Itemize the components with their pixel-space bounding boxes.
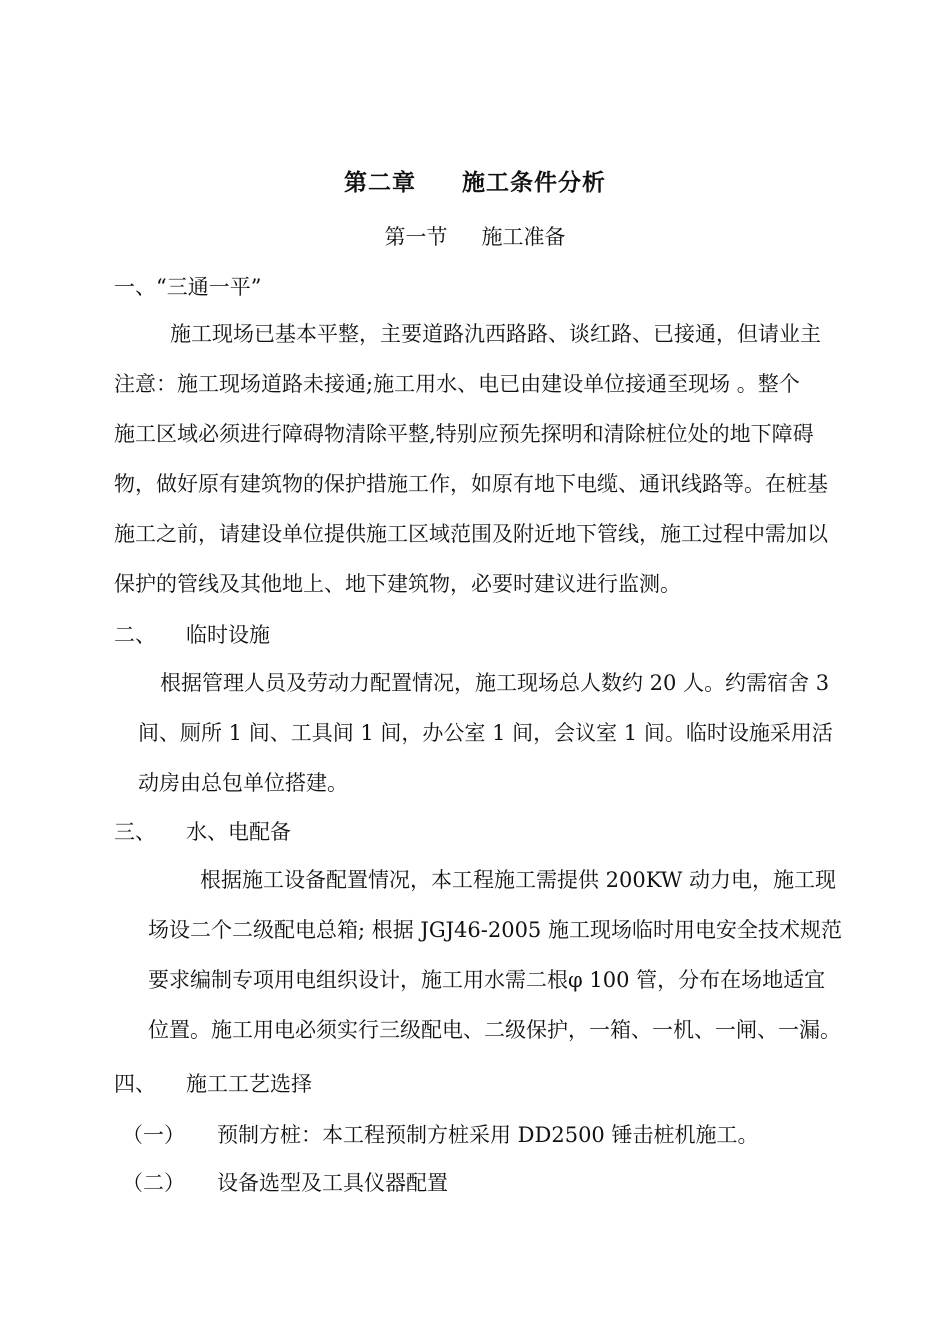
- paragraph-line: 根据施工设备配置情况，本工程施工需提供 200KW 动力电，施工现: [200, 868, 836, 892]
- heading-1: 一、“三通一平”: [114, 275, 262, 299]
- section-title: [0, 221, 950, 251]
- heading-number: 三、: [114, 820, 156, 844]
- subheading-number: （一）: [122, 1123, 185, 1147]
- chapter-number: 第二章: [344, 170, 416, 196]
- chapter-name: 施工条件分析: [462, 170, 606, 196]
- heading-3: [114, 816, 291, 846]
- subheading-number: （二）: [122, 1171, 185, 1195]
- paragraph-line: 间、厕所 1 间、工具间 1 间，办公室 1 间，会议室 1 间。临时设施采用活: [138, 721, 833, 745]
- heading-number: 四、: [114, 1072, 156, 1096]
- heading-text: 水、电配备: [186, 820, 291, 844]
- heading-number: 二、: [114, 623, 156, 647]
- paragraph-line: 施工区域必须进行障碍物清除平整,特别应预先探明和清除桩位处的地下障碍: [114, 422, 814, 446]
- paragraph-line: 场设二个二级配电总箱; 根据 JGJ46-2005 施工现场临时用电安全技术规范: [148, 918, 842, 942]
- paragraph-line: 位置。施工用电必须实行三级配电、二级保护，一箱、一机、一闸、一漏。: [148, 1018, 841, 1042]
- paragraph-line: 保护的管线及其他地上、地下建筑物，必要时建议进行监测。: [114, 572, 681, 596]
- heading-text: 施工工艺选择: [186, 1072, 312, 1096]
- paragraph-line: 根据管理人员及劳动力配置情况，施工现场总人数约 20 人。约需宿舍 3: [160, 671, 830, 695]
- paragraph-line: 注意：施工现场道路未接通;施工用水、电已由建设单位接通至现场 。整个: [114, 372, 800, 396]
- heading-2: [114, 619, 270, 649]
- paragraph-3: [148, 855, 862, 1055]
- paragraph-line: 物，做好原有建筑物的保护措施工作，如原有地下电缆、通讯线路等。在桩基: [114, 472, 828, 496]
- heading-4: [114, 1068, 312, 1098]
- heading-text: 临时设施: [186, 623, 270, 647]
- subheading-2: [122, 1167, 448, 1197]
- chapter-title: [0, 164, 950, 197]
- paragraph-line: 要求编制专项用电组织设计，施工用水需二根φ 100 管，分布在场地适宜: [148, 968, 826, 992]
- paragraph-line: 施工现场已基本平整，主要道路氿西路路、谈红路、已接通，但请业主: [170, 322, 821, 346]
- section-number: 第一节: [384, 225, 448, 249]
- paragraph-1: [114, 309, 866, 609]
- subheading-text: 预制方桩：本工程预制方桩采用 DD2500 锤击桩机施工。: [217, 1123, 759, 1147]
- paragraph-line: 施工之前，请建设单位提供施工区域范围及附近地下管线，施工过程中需加以: [114, 522, 828, 546]
- paragraph-2: [138, 658, 862, 808]
- section-name: 施工准备: [481, 225, 566, 249]
- paragraph-line: 动房由总包单位搭建。: [138, 771, 348, 795]
- subheading-text: 设备选型及工具仪器配置: [217, 1171, 448, 1195]
- subheading-1: [122, 1119, 758, 1149]
